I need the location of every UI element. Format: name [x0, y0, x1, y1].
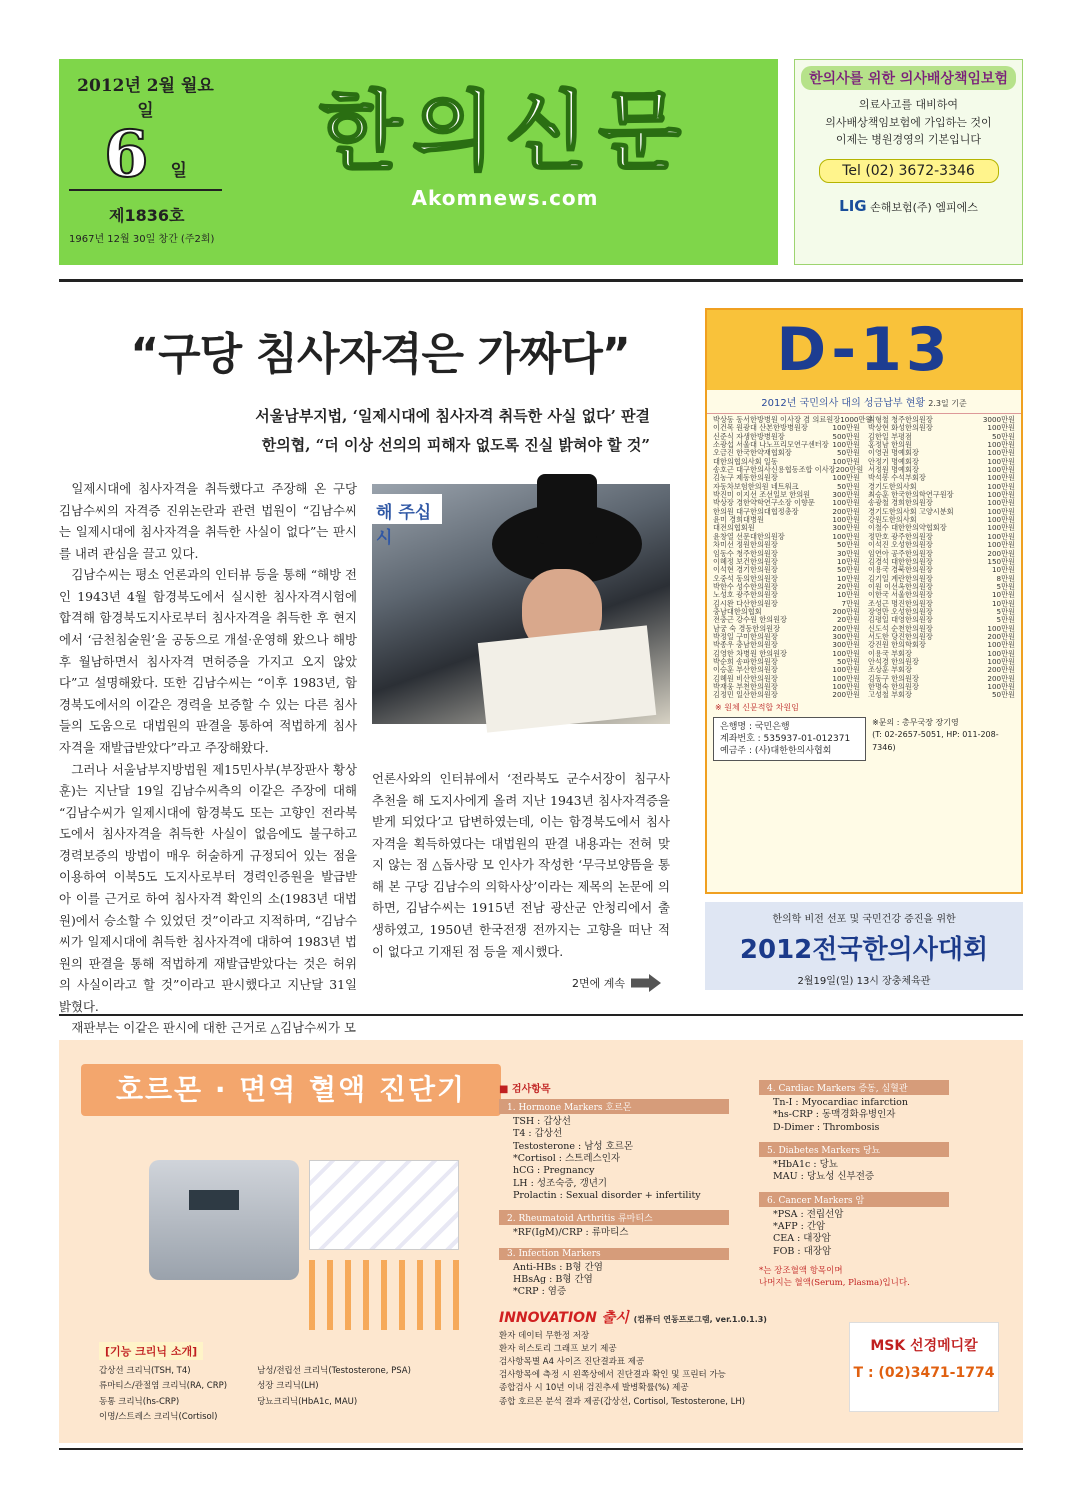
- newspaper-logo: 한의신문: [318, 81, 692, 182]
- donor-amount: 100만원: [832, 682, 860, 691]
- test-item: *RF(IgM)/CRP : 류마티스: [513, 1227, 629, 1239]
- donor-name: 경기도한의사회 고양시분회: [868, 506, 954, 516]
- donor-name: 신도석 순천한의원장: [868, 623, 933, 633]
- test-item: D-Dimer : Thrombosis: [773, 1121, 880, 1133]
- test-item: hCG : Pregnancy: [513, 1165, 595, 1177]
- donor-amount: 300만원: [832, 640, 860, 650]
- donor-name: 김기일 계란한의원장: [868, 573, 933, 583]
- donor-name: 전충근 강수원 한의원장: [713, 615, 788, 625]
- donor-name: 박재웅 부천한의원장: [713, 682, 778, 691]
- lig-logo: [795, 197, 1022, 215]
- donor-amount: 50만원: [836, 565, 860, 575]
- donor-amount: 200만원: [832, 506, 860, 516]
- donor-name: 이승훈 부산한의원장: [713, 665, 778, 675]
- donor-amount: 200만원: [832, 690, 860, 700]
- test-items-right: [759, 1080, 949, 1290]
- donor-amount: 100만원: [832, 440, 860, 450]
- article-headline: “구당 침사자격은 가짜다”: [130, 329, 630, 380]
- donor-amount: 100만원: [832, 648, 860, 658]
- inquiry-contact: ※문의 : 총무국장 장기영: [872, 717, 959, 727]
- donor-amount: 200만원: [832, 606, 860, 616]
- donor-amount: 50만원: [991, 431, 1015, 441]
- donor-name: 홍정남 한의원: [868, 440, 912, 450]
- arrow-right-icon: [631, 974, 661, 992]
- donor-name: 김정민 일산한의원장: [713, 690, 778, 700]
- paragraph: 언론사와의 인터뷰에서 ‘전라북도 군수서장이 침구사 추천을 해 도지사에게 올려 지난 1943년 침사자격증을 받게 되었다’고 답변하였는데, 이는 함경북도에서 침사자격을 획득하였다는 대법원의 판결 내용과는 전혀 맞지 않는 점 △돕사랑 모 인사가 작성한 ‘무극보양뜸을 통해 본 구당 김남수의 의학사상’이라는 제목의 논문에 의하면, 김남수씨는 1915년 전남 광산군 안청리에서 출생하였고, 1950년 한국전쟁 전까지는 고향을 떠난 적이 없다고 기재된 점 등을 제시했다.: [372, 771, 670, 959]
- convention-subtitle: 한의학 비전 선포 및 국민건강 증진을 위한: [772, 914, 956, 925]
- donor-amount: 100만원: [987, 623, 1015, 633]
- donor-amount: 500만원: [832, 431, 860, 441]
- donor-name: 박상동 동서한방병원 이사장 겸 의료원장: [713, 415, 841, 424]
- donor-amount: 50만원: [991, 690, 1015, 700]
- donor-amount: 20만원: [836, 581, 860, 591]
- donor-name: 최형철 청주한의원장: [868, 415, 933, 424]
- innovation-item: 종합검사 시 10년 이내 검진추세 발병확률(%) 제공: [499, 1383, 689, 1394]
- donor-amount: 100만원: [832, 531, 860, 541]
- donor-name: 대전의협회원: [713, 523, 755, 533]
- donor-amount: 10만원: [991, 565, 1015, 575]
- held-paper: [478, 625, 656, 732]
- func-item: 동통 크리닉(hs-CRP): [99, 1396, 180, 1407]
- test-group: [499, 1210, 729, 1239]
- donor-list: [707, 414, 1021, 702]
- issue-number: 제1836호: [109, 206, 185, 225]
- test-item: TSH : 갑상선: [513, 1116, 571, 1127]
- donor-amount: 300만원: [832, 490, 860, 500]
- innovation-list: [499, 1330, 799, 1409]
- inquiry-phone: (T: 02-2657-5051, HP: 011-208-7346): [872, 730, 999, 753]
- donor-name: 송광철 경희한의원장: [868, 498, 933, 508]
- day-number: 6: [104, 117, 149, 192]
- donor-name: 고성철 부회장: [868, 690, 912, 700]
- donor-name: 이한국 서울한의원장: [868, 590, 933, 600]
- test-group-title: 6. Cancer Markers 암: [759, 1192, 949, 1207]
- donor-name: 김혜원 비산한의원장: [713, 673, 778, 683]
- test-item: *hs-CRP : 동맥경화유병인자: [773, 1109, 896, 1121]
- donor-amount: 200만원: [987, 673, 1015, 683]
- donor-amount: 100만원: [987, 456, 1015, 466]
- donor-name: 차미선 정원한의원장: [713, 540, 778, 550]
- dday-donation-box: [705, 308, 1023, 894]
- donor-name: 이혜정 보건한의원장: [713, 556, 778, 566]
- date-box: [59, 59, 232, 265]
- donor-amount: 100만원: [987, 490, 1015, 500]
- test-group-title: 4. Cardiac Markers 증동, 심혈관: [759, 1080, 949, 1095]
- donor-row: [868, 691, 1015, 699]
- donor-amount: 100만원: [987, 473, 1015, 483]
- founded-date: 1967년 12월 30일 창간 (주2회): [69, 234, 215, 245]
- donor-name: 안석경 한의원장: [868, 656, 919, 666]
- tests-note-line: 나머지는 혈액(Serum, Plasma)입니다.: [759, 1277, 910, 1288]
- donor-name: 김한일 부평점: [868, 431, 912, 441]
- donor-amount: 10만원: [836, 590, 860, 600]
- tests-note-line: *는 장조혈액 항목이며: [759, 1266, 843, 1277]
- bank-info: [713, 717, 1015, 761]
- donor-amount: 100만원: [987, 423, 1015, 433]
- donor-row: [713, 691, 860, 699]
- donor-name: 김시완 다산한의원장: [713, 598, 778, 608]
- convention-banner[interactable]: [705, 902, 1023, 990]
- mid-divider: [59, 1014, 1023, 1016]
- donor-amount: 5만원: [996, 581, 1015, 591]
- donor-amount: 100만원: [832, 498, 860, 508]
- innovation-title: [499, 1308, 799, 1330]
- test-group-title: 1. Hormone Markers 호르몬: [499, 1099, 729, 1114]
- donor-name: 오중석 동의한의원장: [713, 573, 778, 583]
- test-group-title: 2. Rheumatoid Arthritis 류마티스: [499, 1210, 729, 1225]
- test-item: CEA : 대장암: [773, 1233, 831, 1245]
- test-group: [499, 1099, 729, 1202]
- donor-amount: 100만원: [987, 640, 1015, 650]
- donor-amount: 50만원: [836, 448, 860, 458]
- donor-amount: 100만원: [832, 423, 860, 433]
- donor-amount: 100만원: [987, 656, 1015, 666]
- donor-name: 강원도한의사회: [868, 515, 917, 525]
- donor-amount: 1000만원: [840, 415, 873, 424]
- lig-text: 손해보험(주) 엠피에스: [870, 200, 978, 214]
- tests-note: [759, 1266, 949, 1290]
- donor-name: 이건목 원광대 산본한방병원장: [713, 423, 808, 433]
- donor-name: 김영한 차병원 한의원장: [713, 648, 788, 658]
- test-item: Anti-HBs : B형 간염: [513, 1261, 603, 1273]
- day-unit: 일: [170, 161, 187, 181]
- insurance-ad[interactable]: [794, 59, 1023, 265]
- insurance-ad-text: [795, 96, 1022, 149]
- donor-amount: 200만원: [987, 665, 1015, 675]
- dday-as-of: 2.3일 기준: [928, 399, 967, 408]
- paragraph: 김남수씨는 평소 언론과의 인터뷰 등을 통해 “해방 전인 1943년 4월 함경북도에서 실시한 침사자격시험에 합격해 함경북도지사로부터 침사자격을 취득한 후 현지에서 ‘금천침술원’을 공동으로 개설·운영해 왔으나 해방 후 월남하면서 침사자격 면허증을 가지고 오지 않았다”고 설명해왔다. 또한 김남수씨는 “이후 1983년, 함경북도에서의 이같은 경력을 보증할 수 있는 다른 침사들의 도움으로 대법원의 판결을 통하여 적법하게 침사자격을 재발급받았다”라고 주장해왔다.: [59, 567, 357, 755]
- test-item: *HbA1c : 당뇨: [773, 1159, 838, 1171]
- convention-date: 2월19일(일) 13시 장충체육관: [797, 976, 931, 987]
- article-photo: [372, 484, 670, 724]
- convention-title: 2012전국한의사대회: [739, 935, 989, 965]
- donor-name: 소광섭 서울대 나노프리모연구센터장: [713, 440, 829, 450]
- donor-amount: 100만원: [832, 665, 860, 675]
- donor-name: 박정일 구미한의원장: [713, 631, 778, 641]
- donor-amount: 10만원: [836, 556, 860, 566]
- bank-name: 은행명 : 국민은행: [720, 721, 790, 732]
- donor-amount: 50만원: [836, 481, 860, 491]
- donor-amount: 200만원: [987, 631, 1015, 641]
- donor-amount: 100만원: [987, 498, 1015, 508]
- test-group: [759, 1192, 949, 1258]
- donor-amount: 100만원: [987, 523, 1015, 533]
- bank-account: 계좌번호 : 535937-01-012371: [720, 733, 851, 744]
- donor-note: ※ 원체 신문적합 차원임: [715, 702, 799, 712]
- innovation-item: 검사항목별 A4 사이즈 진단결과표 제공: [499, 1357, 645, 1368]
- donor-amount: 3000만원: [982, 415, 1015, 424]
- donor-name: 이석현 경기한의원장: [713, 565, 778, 575]
- func-item: 남성/전립선 크리닉(Testosterone, PSA): [257, 1366, 411, 1376]
- donor-name: 박상현 화성한의원장: [868, 423, 933, 433]
- donor-name: 한의원 대구한의대협정총장: [713, 506, 799, 516]
- ad-title: 호르몬 · 면역 혈액 진단기: [81, 1064, 501, 1116]
- top-divider: [59, 279, 1023, 282]
- donor-name: 서도한 당진한의원장: [868, 631, 933, 641]
- donor-amount: 30만원: [836, 548, 860, 558]
- donor-amount: 100만원: [832, 456, 860, 466]
- msk-name: MSK 선경메디칼: [870, 1338, 978, 1354]
- day-display: [69, 117, 222, 192]
- test-group-title: 5. Diabetes Markers 당뇨: [759, 1142, 949, 1157]
- test-item: *Cortisol : 스트레스인자: [513, 1153, 621, 1165]
- donor-name: 오금진 한국한약재협회장: [713, 448, 792, 458]
- donor-name: 박종우 충남한의원장: [713, 640, 778, 650]
- insurance-line: 의료사고를 대비하여: [858, 98, 959, 111]
- subhead-line: 서울남부지법, ‘일제시대에 침사자격 취득한 사실 없다’ 판결: [255, 407, 650, 425]
- test-item: MAU : 당뇨성 신부전증: [773, 1171, 875, 1183]
- innovation-item: 환자 데이터 무한정 저장: [499, 1330, 590, 1341]
- donor-name: 김평일 대영한의원장: [868, 615, 933, 625]
- function-clinic-list: [99, 1364, 489, 1425]
- date-line: 2012년 2월 월요일: [77, 76, 214, 121]
- innovation-subtitle: (컴퓨터 연동프로그램, ver.1.0.1.3): [633, 1315, 767, 1324]
- gat-hat-crown: [537, 474, 597, 544]
- donor-name: 최승훈 한국한의학연구원장: [868, 490, 954, 500]
- bank-account-box: [713, 717, 866, 761]
- test-items-left: [499, 1080, 729, 1307]
- donor-name: 이영권 명예회장: [868, 448, 919, 458]
- paragraph: 그러나 서울남부지방법원 제15민사부(부장판사 황상훈)는 지난달 19일 김남수씨측의 이같은 주장에 대해 “김남수씨가 일제시대에 함경북도 또는 고향인 전라북도에서 침사자격을 취득한 사실이 없음에도 불구하고 경력보증의 방법이 매우 허술하게 규정되어 있는 점을 이용하여 이북5도 도지사로부터 경력인증원을 발급받아 이를 근거로 하여 침사자격 확인의 소(1983년 대법원)에서 승소할 수 있었던 것”이라고 지적하며, “김남수씨가 일제시대에 취득한 침사자격에 대하여 1983년 법원의 판결을 통해 적법하게 재발급받았다는 것은 허위의 사실이라고 할 것”이라고 판시했다고 지난달 31일 밝혔다.: [59, 761, 357, 1014]
- donor-name: 이석진 오성한의원장: [868, 540, 933, 550]
- donor-amount: 100만원: [987, 531, 1015, 541]
- test-groups-left: [499, 1099, 729, 1299]
- donor-amount: 100만원: [987, 440, 1015, 450]
- test-groups-right: [759, 1080, 949, 1258]
- donor-amount: 50만원: [836, 540, 860, 550]
- test-group: [499, 1248, 729, 1299]
- lig-brand: LIG: [839, 196, 867, 215]
- donor-name: 임연아 공주한의원장: [868, 548, 933, 558]
- donor-amount: 100만원: [987, 648, 1015, 658]
- donor-amount: 50만원: [836, 656, 860, 666]
- donor-amount: 5만원: [996, 615, 1015, 625]
- donor-amount: 7만원: [841, 598, 860, 608]
- dday-subtitle-text: 2012년 국민의사 대의 성금납부 현황: [761, 398, 926, 409]
- func-item: 성장 크리닉(LH): [257, 1381, 319, 1392]
- paragraph: 재판부는 이같은 판시에 대한 근거로 △김남수씨가 모: [71, 1020, 356, 1036]
- test-item: FOB : 대장암: [773, 1245, 832, 1257]
- donor-name: 김동구 한의원장: [868, 673, 919, 683]
- device-screen: [189, 1190, 239, 1210]
- donor-amount: 100만원: [987, 465, 1015, 475]
- donor-name: 자동차보험한의원 네트워크: [713, 481, 799, 491]
- donor-name: 장영만 오성한의원장: [868, 606, 933, 616]
- account-holder: 예금주 : (사)대한한의사협회: [720, 745, 832, 756]
- test-strips-image: [309, 1160, 459, 1250]
- function-clinic-title: [기능 크리닉 소개]: [99, 1342, 203, 1360]
- donor-name: 정만호 광주한의원장: [868, 531, 933, 541]
- donor-name: 송호근 대구한의사신용협동조합 이사장: [713, 465, 836, 475]
- donor-name: 박순희 송파한의원장: [713, 656, 778, 666]
- msk-logo-box[interactable]: [849, 1322, 999, 1412]
- donor-name: 한명숙 한의원장: [868, 682, 919, 691]
- donor-amount: 10만원: [991, 590, 1015, 600]
- donor-amount: 300만원: [832, 631, 860, 641]
- donor-name: 김경석 대한한의원장: [868, 556, 933, 566]
- article-subhead: [150, 402, 650, 459]
- donor-name: 임동수 청주한의원장: [713, 548, 778, 558]
- donor-amount: 200만원: [835, 465, 864, 475]
- donor-amount: 8만원: [996, 573, 1015, 583]
- donor-name: 대한의협의사회 일동: [713, 456, 778, 466]
- donor-amount: 100만원: [987, 448, 1015, 458]
- donor-amount: 200만원: [987, 548, 1015, 558]
- test-item: *CRP : 염증: [513, 1286, 567, 1298]
- func-item: 당뇨크리닉(HbA1c, MAU): [257, 1396, 358, 1407]
- function-clinic-section: [99, 1340, 489, 1425]
- innovation-section: [499, 1308, 799, 1409]
- donor-name: 이철수 대한한의약협회장: [868, 523, 947, 533]
- subhead-line: 한의협, “더 이상 선의의 피해자 없도록 진실 밝혀야 할 것”: [261, 435, 650, 454]
- test-item: T4 : 갑상선: [513, 1128, 563, 1140]
- donor-amount: 100만원: [987, 481, 1015, 491]
- article-column-2: [372, 768, 670, 962]
- donor-amount: 100만원: [987, 515, 1015, 525]
- func-item: 갑상선 크리닉(TSH, T4): [99, 1366, 191, 1376]
- donor-name: 박진미 이지선 조선일보 한의원: [713, 490, 811, 500]
- donor-name: 남궁 숙 경동한의원장: [713, 623, 781, 633]
- donor-name: 박석봉 수석부회장: [868, 473, 926, 483]
- innovation-title-text: INNOVATION 출시: [499, 1310, 629, 1326]
- insurance-tel: Tel (02) 3672-3346: [819, 159, 999, 183]
- donor-name: 신준식 자생한방병원장: [713, 431, 785, 441]
- msk-tel: T : (02)3471-1774: [853, 1365, 995, 1381]
- test-item: Testosterone : 남성 호르몬: [513, 1140, 634, 1152]
- donor-name: 강진원 한의학회장: [868, 640, 926, 650]
- insurance-line: 이제는 병원경영의 기본입니다: [835, 133, 982, 147]
- innovation-item: 종합 호르몬 분석 결과 제공(갑상선, Cortisol, Testosterone, LH): [499, 1396, 746, 1407]
- donor-name: 안정기 명예회장: [868, 456, 919, 466]
- sample-tubes-image: [309, 1260, 469, 1330]
- donor-name: 박한수 성수한의원장: [713, 581, 778, 591]
- analyzer-device-image: [149, 1160, 299, 1280]
- test-item: LH : 성조숙증, 갱년기: [513, 1177, 608, 1189]
- continued-text: 2면에 계속: [572, 977, 625, 990]
- donor-amount: 10만원: [836, 573, 860, 583]
- func-col-left: [99, 1364, 227, 1425]
- donor-amount: 200만원: [832, 623, 860, 633]
- donor-name: 이용국 부회장: [868, 648, 912, 658]
- photo-banner: 해 주십시: [372, 494, 442, 524]
- dday-subtitle: [707, 390, 1021, 414]
- test-group: [759, 1142, 949, 1184]
- donor-amount: 300만원: [832, 523, 860, 533]
- website-url[interactable]: Akomnews.com: [411, 185, 599, 210]
- donor-amount: 100만원: [832, 673, 860, 683]
- paragraph: 일제시대에 침사자격을 취득했다고 주장해 온 구당 김남수씨의 자격증 진위논란과 관련 법원이 “김남수씨는 일제시대에 침사자격을 취득한 사실이 없다”는 판시를 내려 관심을 끌고 있다.: [59, 481, 357, 561]
- diagnostic-device-ad[interactable]: [59, 1040, 1023, 1443]
- test-item: Tn-I : Myocardiac infarction: [773, 1097, 909, 1108]
- donor-name: 조상훈 부회장: [868, 665, 912, 675]
- test-item: *PSA : 전립선암: [773, 1208, 844, 1220]
- dday-label: D-13: [707, 310, 1021, 390]
- test-item: HBsAg : B형 간염: [513, 1274, 593, 1286]
- donor-amount: 100만원: [832, 515, 860, 525]
- article-column-1: [59, 478, 357, 1039]
- insurance-line: 의사배상책임보험에 가입하는 것이: [825, 115, 992, 129]
- func-item: 이명/스트레스 크리닉(Cortisol): [99, 1411, 218, 1422]
- donor-amount: 5만원: [996, 606, 1015, 616]
- tests-heading: ■ 검사항목: [499, 1084, 551, 1095]
- donor-name: 조성근 명진한의원장: [868, 598, 933, 608]
- donor-name: 경기도한의사회: [868, 481, 917, 491]
- continued-link[interactable]: [572, 974, 661, 992]
- donor-amount: 150만원: [987, 556, 1015, 566]
- donor-amount: 10만원: [991, 598, 1015, 608]
- func-col-right: [257, 1364, 411, 1425]
- masthead-title-box: [232, 59, 778, 265]
- test-group: [759, 1080, 949, 1134]
- donor-amount: 100만원: [987, 506, 1015, 516]
- donor-name: 김농구 제동한의원장: [713, 473, 778, 483]
- donor-name: 박상장 경한약학연구소장 이향문: [713, 498, 815, 508]
- donor-name: 노성호 광주한의원장: [713, 590, 778, 600]
- donor-name: 이원 이선옥한의원장: [868, 581, 933, 591]
- insurance-ad-title: 한의사를 위한 의사배상책임보험: [801, 66, 1016, 90]
- innovation-item: 검사항목에 측정 시 왼쪽상에서 진단결과 확인 및 프린터 가능: [499, 1370, 726, 1381]
- test-item: Prolactin : Sexual disorder + infertility: [513, 1190, 701, 1202]
- donor-name: 충남대한의협회: [713, 606, 762, 616]
- func-item: 류마티스/관절염 크리닉(RA, CRP): [99, 1381, 228, 1392]
- donor-amount: 20만원: [836, 615, 860, 625]
- test-item: *AFP : 간암: [773, 1221, 826, 1233]
- donor-name: 이용국 경북한의원장: [868, 565, 933, 575]
- test-group-title: 3. Infection Markers: [499, 1248, 729, 1260]
- donor-name: 윤창열 선문대한의원장: [713, 531, 785, 541]
- donor-name: 서정원 명예회장: [868, 465, 919, 475]
- donor-amount: 100만원: [987, 540, 1015, 550]
- donor-amount: 100만원: [832, 473, 860, 483]
- innovation-item: 환자 히스토리 그래프 보기 제공: [499, 1343, 617, 1354]
- inquiry-info: [872, 717, 1015, 761]
- donor-name: 윤미 경희대병원: [713, 515, 764, 525]
- donor-amount: 100만원: [987, 682, 1015, 691]
- bottom-divider: [59, 1448, 1023, 1450]
